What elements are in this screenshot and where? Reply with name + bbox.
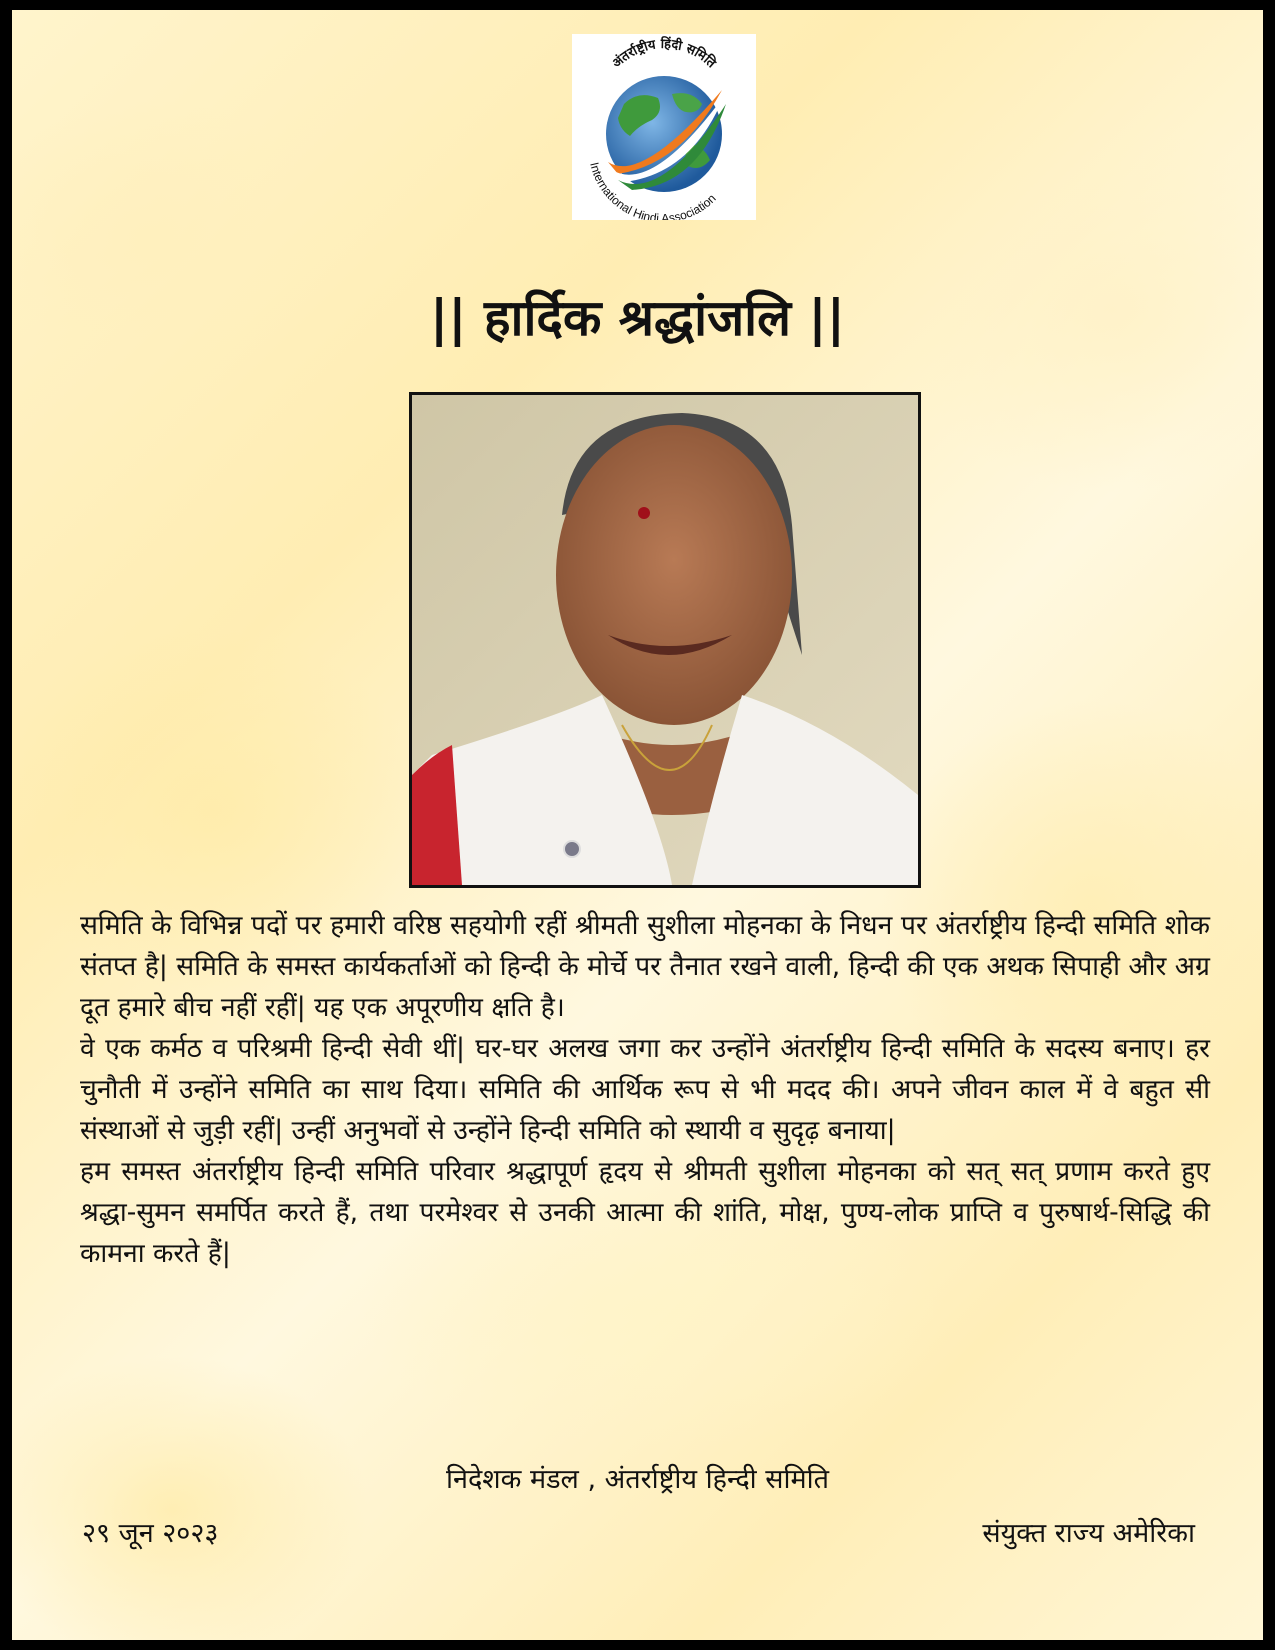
country-text: संयुक्त राज्य अमेरिका xyxy=(982,1518,1195,1549)
international-hindi-association-logo xyxy=(572,34,756,220)
paragraph-2: वे एक कर्मठ व परिश्रमी हिन्दी सेवी थीं| घर-घर अलख जगा कर उन्होंने अंतर्राष्ट्रीय हिन्दी समिति के सदस्य बनाए। हर चुनौती में उन्होंने समिति का साथ दिया। समिति की आर्थिक रूप से भी मदद की। अपने जीवन काल में वे बहुत सी संस्थाओं से जुड़ी रहीं| उन्हीं अनुभवों से उन्होंने हिन्दी समिति को स्थायी व सुदृढ़ बनाया| xyxy=(80,1033,1210,1146)
page-title: || हार्दिक श्रद्धांजलि || xyxy=(430,289,845,347)
paragraph-3: हम समस्त अंतर्राष्ट्रीय हिन्दी समिति परिवार श्रद्धापूर्ण हृदय से श्रीमती सुशीला मोहनका को सत् सत् प्रणाम करते हुए श्रद्धा-सुमन समर्पित करते हैं, तथा परमेश्वर से उनकी आत्मा की शांति, मोक्ष, पुण्य-लोक प्राप्ति व पुरुषार्थ-सिद्धि की कामना करते हैं| xyxy=(80,1156,1210,1269)
globe-logo-icon xyxy=(572,34,756,220)
portrait-photo xyxy=(409,392,921,888)
logo-english-text: International Hindi Association xyxy=(587,160,719,220)
tribute-message xyxy=(80,905,1210,1274)
portrait-image xyxy=(412,395,918,885)
logo-hindi-text: अंतर्राष्ट्रीय हिंदी समिति xyxy=(609,36,719,72)
tribute-page xyxy=(12,10,1263,1640)
date-text: २९ जून २०२३ xyxy=(82,1518,219,1549)
paragraph-1: समिति के विभिन्न पदों पर हमारी वरिष्ठ सहयोगी रहीं श्रीमती सुशीला मोहनका के निधन पर अंतर्राष्ट्रीय हिन्दी समिति शोक संतप्त है| समिति के समस्त कार्यकर्ताओं को हिन्दी के मोर्चे पर तैनात रखने वाली, हिन्दी की एक अथक सिपाही और अग्र दूत हमारे बीच नहीं रहीं| यह एक अपूरणीय क्षति है। xyxy=(80,910,1210,1023)
signature-line: निदेशक मंडल , अंतर्राष्ट्रीय हिन्दी समिति xyxy=(445,1464,830,1495)
